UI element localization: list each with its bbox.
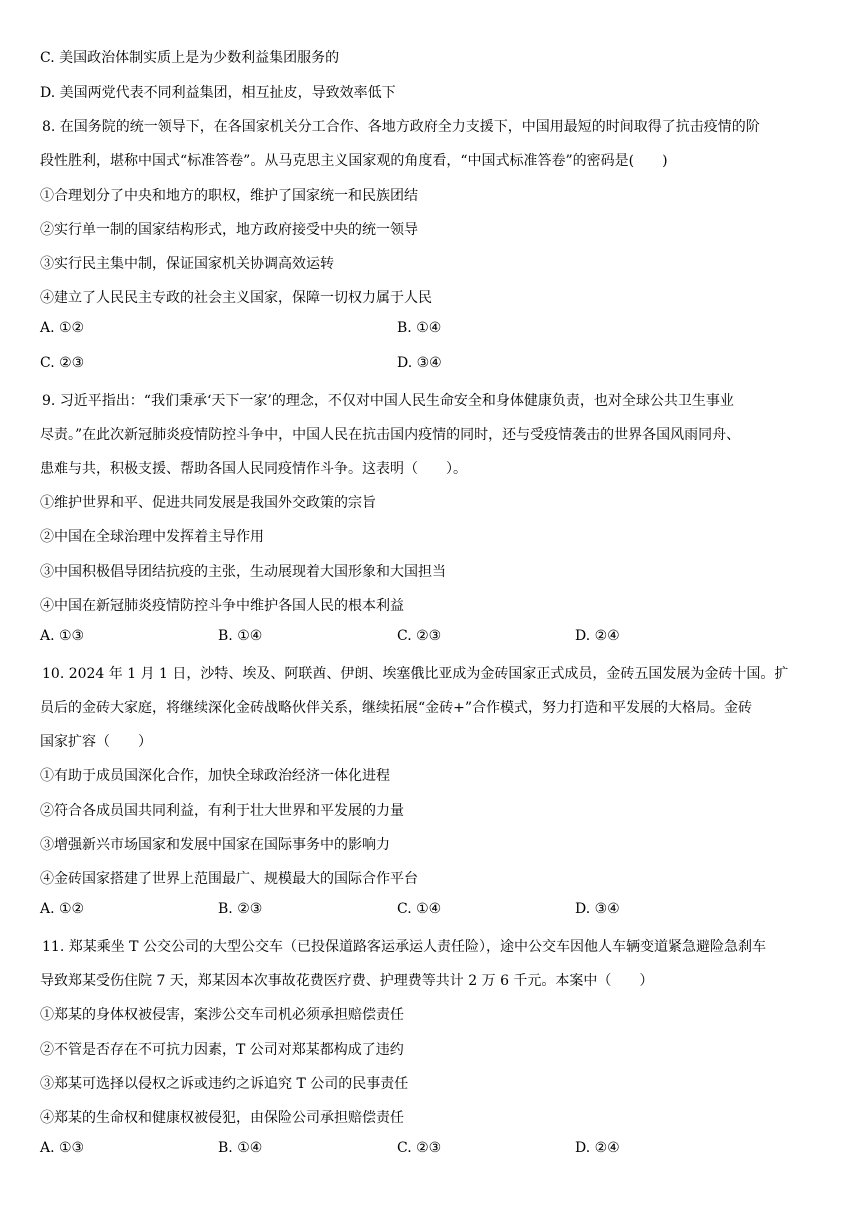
q8-stem-line-2: 段性胜利，堪称中国式“标准答卷”。从马克思主义国家观的角度看，“中国式标准答卷”的密码是( ) (40, 153, 668, 169)
q10-item-2: ②符合各成员国共同利益，有利于壮大世界和平发展的力量 (40, 803, 404, 819)
q8-item-3: ③实行民主集中制，保证国家机关协调高效运转 (40, 256, 334, 272)
q8-option-b: B. ①④ (397, 320, 442, 336)
q10-item-1: ①有助于成员国深化合作，加快全球政治经济一体化进程 (40, 768, 390, 784)
q9-item-1: ①维护世界和平、促进共同发展是我国外交政策的宗旨 (40, 495, 376, 511)
q10-item-4: ④金砖国家搭建了世界上范围最广、规模最大的国际合作平台 (40, 871, 418, 887)
q8-stem-line-1: 8. 在国务院的统一领导下，在各国家机关分工合作、各地方政府全力支援下，中国用最短的时间取得了抗击疫情的阶 (42, 119, 760, 135)
q10-stem-line-1: 10. 2024 年 1 月 1 日，沙特、埃及、阿联酋、伊朗、埃塞俄比亚成为金砖国家正式成员，金砖五国发展为金砖十国。扩 (42, 666, 789, 682)
q9-stem-line-3: 患难与共，积极支援、帮助各国人民同疫情作斗争。这表明（ ）。 (40, 461, 467, 477)
q11-option-d: D. ②④ (575, 1140, 620, 1156)
q10-option-c: C. ①④ (397, 901, 442, 917)
q9-option-c: C. ②③ (397, 628, 442, 644)
q10-item-3: ③增强新兴市场国家和发展中国家在国际事务中的影响力 (40, 837, 390, 853)
q8-option-c: C. ②③ (40, 355, 85, 371)
q11-item-3: ③郑某可选择以侵权之诉或违约之诉追究 T 公司的民事责任 (40, 1076, 409, 1092)
q9-item-3: ③中国积极倡导团结抗疫的主张，生动展现着大国形象和大国担当 (40, 564, 446, 580)
q11-item-4: ④郑某的生命权和健康权被侵犯，由保险公司承担赔偿责任 (40, 1110, 404, 1126)
q11-stem-line-2: 导致郑某受伤住院 7 天，郑某因本次事故花费医疗费、护理费等共计 2 万 6 千元。本案中（ ） (40, 973, 654, 989)
q11-stem-line-1: 11. 郑某乘坐 T 公交公司的大型公交车（已投保道路客运承运人责任险），途中公交车因他人车辆变道紧急避险急刹车 (42, 939, 766, 955)
q9-item-4: ④中国在新冠肺炎疫情防控斗争中维护各国人民的根本利益 (40, 598, 404, 614)
q11-item-1: ①郑某的身体权被侵害，案涉公交车司机必须承担赔偿责任 (40, 1007, 404, 1023)
q8-item-2: ②实行单一制的国家结构形式，地方政府接受中央的统一领导 (40, 222, 418, 238)
q11-item-2: ②不管是否存在不可抗力因素，T 公司对郑某都构成了违约 (40, 1042, 404, 1058)
q8-item-4: ④建立了人民民主专政的社会主义国家，保障一切权力属于人民 (40, 290, 432, 306)
q8-item-1: ①合理划分了中央和地方的职权，维护了国家统一和民族团结 (40, 188, 418, 204)
q9-option-d: D. ②④ (575, 628, 620, 644)
prev-option-d: D. 美国两党代表不同利益集团，相互扯皮，导致效率低下 (40, 85, 396, 101)
q9-option-a: A. ①③ (40, 628, 85, 644)
q9-stem-line-1: 9. 习近平指出：“我们秉承‘天下一家’的理念，不仅对中国人民生命安全和身体健康负责，也对全球公共卫生事业 (42, 393, 734, 409)
q10-stem-line-3: 国家扩容（ ） (40, 734, 152, 750)
q11-option-a: A. ①③ (40, 1140, 85, 1156)
q9-stem-line-2: 尽责。”在此次新冠肺炎疫情防控斗争中，中国人民在抗击国内疫情的同时，还与受疫情袭击的世界各国风雨同舟、 (40, 427, 741, 443)
q9-item-2: ②中国在全球治理中发挥着主导作用 (40, 529, 264, 545)
q10-option-d: D. ③④ (575, 901, 620, 917)
q8-option-a: A. ①② (40, 320, 85, 336)
prev-option-c: C. 美国政治体制实质上是为少数利益集团服务的 (40, 50, 340, 66)
q11-option-b: B. ①④ (218, 1140, 263, 1156)
q8-option-d: D. ③④ (397, 355, 442, 371)
q10-option-a: A. ①② (40, 901, 85, 917)
q11-option-c: C. ②③ (397, 1140, 442, 1156)
q9-option-b: B. ①④ (218, 628, 263, 644)
q10-stem-line-2: 员后的金砖大家庭，将继续深化金砖战略伙伴关系，继续拓展“金砖+”合作模式，努力打造和平发展的大格局。金砖 (40, 700, 753, 716)
q10-option-b: B. ②③ (218, 901, 263, 917)
